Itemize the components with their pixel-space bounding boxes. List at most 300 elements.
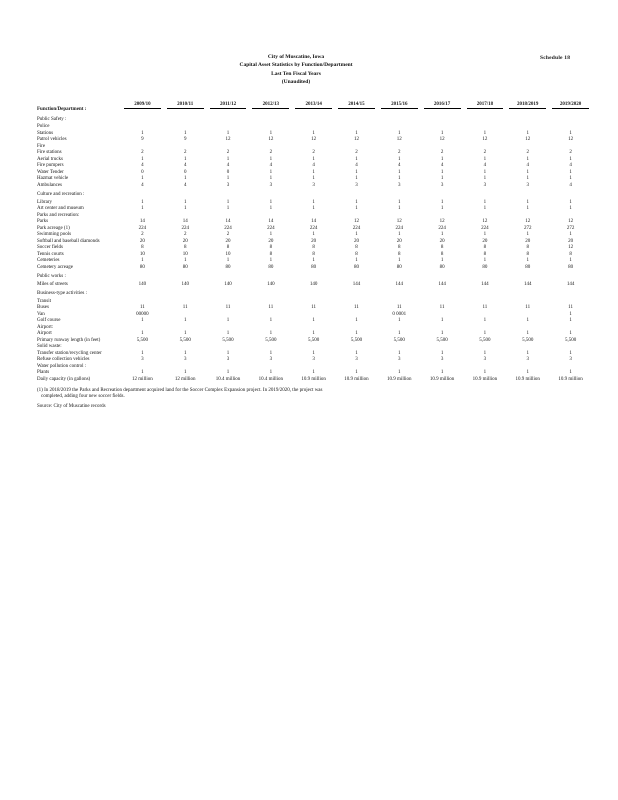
value-cell: 3 (355, 357, 358, 362)
row-label: Cemeteries (37, 258, 60, 263)
value-cell: 1 (269, 199, 273, 205)
value-cell: 4 (183, 182, 187, 188)
value-cell: 5,500 (564, 337, 577, 343)
value-cell: 1 (526, 130, 529, 136)
value-cell: 12 (568, 137, 574, 142)
value-cell: 1 (269, 370, 273, 375)
value-cell: 8 (141, 245, 144, 250)
row-label: Fire pumpers (37, 163, 64, 168)
title-block (0, 53, 592, 86)
value-cell: 224 (438, 225, 446, 231)
value-cell: 1 (526, 169, 529, 175)
value-cell: 1 (440, 169, 444, 175)
value-cell: 1 (226, 258, 230, 263)
value-cell: 144 (481, 281, 489, 287)
value-cell: 1 (483, 350, 487, 356)
value-cell: 1 (312, 176, 315, 181)
year-column-header-label: 2017/18 (467, 102, 504, 109)
value-cell: 1 (569, 370, 572, 375)
value-cell: 1 (355, 232, 358, 237)
row-label: Fire (37, 143, 46, 149)
value-cell: 5,500 (136, 337, 149, 343)
value-cell: 2 (141, 150, 144, 155)
value-cell: 5,500 (222, 337, 234, 343)
value-cell: 9 (141, 137, 144, 142)
row-label: Parks and recreation: (37, 212, 80, 218)
value-cell: 20 (268, 238, 274, 244)
value-cell: 3 (398, 182, 401, 188)
value-cell: 1 (569, 350, 572, 356)
row-label: Patrol vehicles (37, 137, 67, 142)
value-cell: 10 (182, 251, 188, 257)
value-cell: 1 (483, 199, 487, 205)
value-cell: 1 (483, 130, 487, 136)
value-cell: 5,500 (479, 337, 491, 343)
value-cell: 1 (526, 331, 529, 336)
value-cell: 1 (440, 156, 444, 162)
value-cell: 1 (355, 199, 358, 205)
value-cell: 14 (225, 219, 231, 224)
value-cell: 1 (269, 130, 273, 136)
schedule-label: Schedule 18 (540, 55, 571, 61)
value-cell: 8 (526, 251, 529, 257)
value-cell: 1 (569, 206, 572, 211)
table-row (37, 376, 592, 383)
value-cell: 0 0001 (392, 311, 407, 317)
row-label: Hazmat vehicle (37, 176, 69, 181)
value-cell: 1 (226, 199, 230, 205)
value-cell: 2 (569, 150, 572, 155)
value-cell: 224 (481, 225, 489, 231)
value-cell: 1 (226, 318, 230, 323)
title-line: (Unaudited) (281, 78, 311, 85)
value-cell: 1 (141, 206, 144, 211)
row-label: Culture and recreation : (37, 192, 85, 197)
value-cell: 224 (138, 225, 147, 231)
value-cell: 1 (141, 370, 144, 375)
value-cell: 3 (526, 357, 529, 362)
value-cell: 1 (440, 258, 444, 263)
value-cell: 1 (269, 156, 273, 162)
value-cell: 1 (226, 130, 230, 136)
value-cell: 1 (226, 350, 230, 356)
value-cell: 1 (183, 318, 187, 323)
value-cell: 20 (482, 238, 488, 244)
value-cell: 1 (141, 176, 144, 181)
value-cell: 5,500 (522, 337, 534, 343)
value-cell: 224 (309, 225, 318, 231)
value-cell: 2 (526, 150, 529, 155)
value-cell: 1 (398, 318, 401, 323)
value-cell: 1 (398, 350, 401, 356)
value-cell: 80 (225, 264, 231, 270)
value-cell: 11 (396, 305, 402, 310)
value-cell: 1 (312, 331, 315, 336)
year-column-header-label: 2018/2019 (509, 102, 546, 109)
value-cell: 80 (568, 264, 574, 270)
value-cell: 12 (568, 245, 574, 250)
value-cell: 8 (355, 245, 358, 250)
value-cell: 8 (440, 245, 444, 250)
table-row (37, 113, 592, 124)
year-column-header-label: 2012/13 (252, 102, 289, 109)
value-cell: 1 (355, 350, 358, 356)
row-label: Refuse collection vehicles (37, 357, 90, 362)
value-cell: 1 (355, 169, 358, 175)
value-cell: 1 (269, 206, 273, 211)
value-cell: 11 (525, 305, 531, 310)
value-cell: 3 (440, 182, 444, 188)
value-cell: 1 (440, 350, 444, 356)
value-cell: 1 (226, 370, 230, 375)
value-cell: 2 (355, 150, 358, 155)
row-label: Softball and baseball diamonds (37, 238, 100, 244)
value-cell: 80 (311, 264, 317, 270)
table-row (37, 288, 592, 299)
value-cell: 1 (183, 176, 187, 181)
row-label: Buses (37, 305, 49, 310)
value-cell: 1 (569, 199, 572, 205)
value-cell: 4 (141, 182, 144, 188)
value-cell: 272 (566, 225, 575, 231)
title-line: City of Muscatine, Iowa (267, 54, 325, 60)
value-cell: 1 (355, 370, 358, 375)
value-cell: 3 (226, 357, 230, 362)
value-cell: 1 (141, 199, 144, 205)
value-cell: 1 (569, 130, 572, 136)
value-cell: 5,500 (393, 337, 405, 343)
value-cell: 20 (311, 238, 317, 244)
value-cell: 1 (569, 232, 572, 237)
value-cell: 3 (398, 357, 401, 362)
value-cell: 3 (312, 357, 315, 362)
value-cell: 8 (269, 245, 273, 250)
row-label: Swimming pools (37, 232, 72, 237)
row-label: Park acreage (1) (37, 225, 70, 231)
year-column-header (164, 102, 207, 113)
value-cell: 8 (440, 251, 444, 257)
row-label: Airport (37, 331, 52, 336)
value-cell: 1 (269, 350, 273, 356)
value-cell: 80 (353, 264, 359, 270)
value-cell: 8 (183, 245, 187, 250)
value-cell: 4 (569, 163, 572, 168)
row-label: Fire stations (37, 150, 62, 155)
value-cell: 3 (269, 357, 273, 362)
value-cell: 224 (352, 225, 361, 231)
value-cell: 1 (440, 331, 444, 336)
table-row (37, 271, 592, 282)
value-cell: 3 (526, 182, 529, 188)
row-label: Water Tender (37, 169, 64, 175)
value-cell: 2 (398, 150, 401, 155)
value-cell: 3 (141, 357, 144, 362)
value-cell: 1 (440, 318, 444, 323)
year-column-header-label: 2013/14 (295, 102, 332, 109)
value-cell: 2 (483, 150, 487, 155)
year-column-header-label: 2009/10 (124, 102, 161, 109)
row-label: Van (37, 311, 45, 317)
value-cell: 1 (312, 350, 315, 356)
value-cell: 14 (139, 219, 145, 224)
title-line: Capital Asset Statistics by Function/Department (239, 62, 353, 69)
value-cell: 1 (483, 169, 487, 175)
value-cell: 11 (268, 305, 274, 310)
value-cell: 8 (312, 251, 315, 257)
value-cell: 10 (139, 251, 145, 257)
value-cell: 1 (141, 130, 144, 136)
value-cell: 1 (569, 156, 572, 162)
row-label: Water pollution control : (37, 363, 87, 369)
value-cell: 1 (398, 199, 401, 205)
value-cell: 10.9 million (558, 376, 583, 382)
value-cell: 10.9 million (387, 376, 412, 382)
value-cell: 1 (483, 232, 487, 237)
value-cell: 1 (398, 169, 401, 175)
row-label: Transit (37, 298, 51, 304)
value-cell: 1 (183, 130, 187, 136)
value-cell: 1 (226, 176, 230, 181)
row-label: Public Safety : (37, 116, 67, 122)
value-cell: 4 (183, 163, 187, 168)
footnotes (37, 388, 322, 401)
value-cell: 1 (183, 331, 187, 336)
row-label: Solid waste: (37, 344, 62, 349)
value-cell: 80 (182, 264, 188, 270)
value-cell: 1 (355, 331, 358, 336)
year-column-header (378, 102, 421, 113)
value-cell: 10 (225, 251, 231, 257)
value-cell: 1 (183, 258, 187, 263)
value-cell: 140 (224, 281, 232, 287)
row-label: Cemetery acreage (37, 264, 73, 270)
value-cell: 8 (569, 251, 572, 257)
value-cell: 14 (182, 219, 188, 224)
year-column-header-label: 2019/2020 (552, 102, 589, 109)
row-label: Business-type activities : (37, 291, 87, 296)
value-cell: 1 (183, 206, 187, 211)
value-cell: 2 (440, 150, 444, 155)
year-column-header (549, 102, 592, 113)
value-cell: 4 (226, 163, 230, 168)
value-cell: 8 (269, 251, 273, 257)
year-column-header-label: 2015/16 (381, 102, 418, 109)
value-cell: 272 (523, 225, 532, 231)
value-cell: 1 (226, 206, 230, 211)
value-cell: 10.4 million (258, 376, 284, 382)
row-label: Primary runway length (in feet) (37, 337, 101, 343)
value-cell: 1 (526, 176, 529, 181)
value-cell: 8 (398, 251, 401, 257)
value-cell: 8 (355, 251, 358, 257)
value-cell: 224 (267, 225, 275, 231)
value-cell: 20 (396, 238, 402, 244)
value-cell: 11 (182, 305, 188, 310)
value-cell: 1 (355, 176, 358, 181)
value-cell: 5,500 (308, 337, 320, 343)
value-cell: 3 (312, 182, 315, 188)
value-cell: 1 (398, 331, 401, 336)
value-cell: 1 (312, 156, 315, 162)
value-cell: 1 (526, 258, 529, 263)
value-cell: 1 (141, 331, 144, 336)
value-cell: 1 (312, 370, 315, 375)
value-cell: 80 (482, 264, 488, 270)
value-cell: 1 (440, 232, 444, 237)
value-cell: 1 (312, 206, 315, 211)
value-cell: 2 (141, 232, 144, 237)
value-cell: 1 (183, 350, 187, 356)
row-label: Ambulances (37, 182, 62, 188)
row-label: Aerial trucks (37, 156, 63, 162)
value-cell: 14 (311, 219, 317, 224)
value-cell: 11 (139, 305, 145, 310)
value-cell: 12 (482, 219, 488, 224)
row-label: Airport: (37, 324, 54, 330)
row-label: Police (37, 124, 50, 129)
value-cell: 1 (526, 370, 529, 375)
value-cell: 80 (525, 264, 531, 270)
value-cell: 1 (183, 156, 187, 162)
value-cell: 2 (269, 150, 273, 155)
title-line: Last Ten Fiscal Years (271, 70, 321, 77)
value-cell: 8 (483, 251, 487, 257)
value-cell: 1 (269, 318, 273, 323)
row-label: Miles of streets (37, 281, 68, 287)
value-cell: 12 (353, 137, 359, 142)
value-cell: 5,500 (350, 337, 363, 343)
value-cell: 3 (269, 182, 273, 188)
value-cell: 3 (355, 182, 358, 188)
year-column-header (335, 102, 378, 113)
value-cell: 224 (395, 225, 404, 231)
capital-asset-statistics-table (37, 102, 592, 383)
value-cell: 1 (183, 199, 187, 205)
value-cell: 1 (483, 331, 487, 336)
value-cell: 4 (141, 163, 144, 168)
value-cell: 1 (440, 370, 444, 375)
value-cell: 4 (269, 163, 273, 168)
value-cell: 1 (398, 206, 401, 211)
value-cell: 3 (483, 357, 487, 362)
value-cell: 140 (138, 281, 147, 287)
value-cell: 1 (312, 169, 315, 175)
year-column-header-label: 2010/11 (167, 102, 204, 109)
value-cell: 12 (353, 219, 359, 224)
row-label: Public works : (37, 274, 66, 279)
value-cell: 5,500 (436, 337, 448, 343)
row-label: Art center and museum (37, 206, 84, 211)
value-cell: 1 (483, 156, 487, 162)
value-cell: 11 (354, 305, 359, 310)
value-cell: 1 (483, 206, 487, 211)
value-cell: 20 (225, 238, 231, 244)
year-column-header-label: 2011/12 (210, 102, 247, 109)
value-cell: 0 (183, 169, 187, 175)
value-cell: 8 (526, 245, 529, 250)
value-cell: 11 (482, 305, 488, 310)
value-cell: 1 (526, 318, 529, 323)
row-label: Library (37, 199, 52, 205)
value-cell: 1 (141, 350, 144, 356)
value-cell: 1 (483, 176, 487, 181)
value-cell: 12 (482, 137, 488, 142)
value-cell: 1 (398, 232, 401, 237)
value-cell: 20 (439, 238, 445, 244)
row-label: Daily capacity (in gallons) (37, 376, 91, 382)
value-cell: 1 (569, 176, 572, 181)
value-cell: 20 (182, 238, 188, 244)
value-cell: 1 (269, 232, 273, 237)
year-column-header-label: 2014/15 (338, 102, 375, 109)
year-column-header (207, 102, 250, 113)
value-cell: 80 (396, 264, 402, 270)
value-cell: 12 (439, 219, 445, 224)
value-cell: 1 (269, 169, 273, 175)
value-cell: 1 (312, 318, 315, 323)
year-column-header (292, 102, 335, 113)
value-cell: 1 (526, 156, 529, 162)
value-cell: 1 (569, 169, 572, 175)
value-cell: 12 (525, 137, 531, 142)
value-cell: 12 (525, 219, 531, 224)
value-cell: 00000 (136, 311, 149, 317)
row-label: Stations (37, 130, 54, 136)
value-cell: 2 (183, 150, 187, 155)
value-cell: 4 (440, 163, 444, 168)
value-cell: 11 (311, 305, 317, 310)
value-cell: 140 (267, 281, 275, 287)
value-cell: 224 (181, 225, 189, 231)
value-cell: 20 (525, 238, 531, 244)
value-cell: 20 (353, 238, 359, 244)
value-cell: 20 (139, 238, 145, 244)
value-cell: 1 (312, 232, 315, 237)
value-cell: 1 (526, 199, 529, 205)
value-cell: 12 (439, 137, 445, 142)
value-cell: 5,500 (179, 337, 191, 343)
value-cell: 12 (396, 219, 402, 224)
source-line: Source: City of Muscatine records (37, 404, 106, 409)
value-cell: 1 (440, 176, 444, 181)
value-cell: 12 (568, 219, 574, 224)
value-cell: 1 (440, 206, 444, 211)
value-cell: 1 (141, 156, 144, 162)
value-cell: 2 (312, 150, 315, 155)
value-cell: 9 (183, 137, 187, 142)
value-cell: 144 (523, 281, 532, 287)
value-cell: 10.9 million (515, 376, 540, 382)
value-cell: 10.9 million (344, 376, 369, 382)
value-cell: 12 million (174, 376, 196, 382)
value-cell: 3 (183, 357, 187, 362)
value-cell: 1 (483, 258, 487, 263)
footnote-line: (1) In 2018/2019 the Parks and Recreation department acquired land for the Soccer Complex Expansion project. In 2019/2020, the project was (37, 388, 323, 393)
value-cell: 11 (568, 305, 573, 310)
value-cell: 12 (396, 137, 402, 142)
row-label: Soccer fields (37, 245, 63, 250)
row-label: Golf course (37, 318, 61, 323)
value-cell: 10.9 million (472, 376, 498, 382)
value-cell: 10.9 million (429, 376, 455, 382)
year-column-header (249, 102, 292, 113)
row-label: Plants (37, 370, 50, 375)
value-cell: 1 (398, 130, 401, 136)
value-cell: 1 (569, 258, 572, 263)
function-department-header (37, 102, 121, 113)
value-cell: 3 (483, 182, 487, 188)
value-cell: 1 (269, 176, 273, 181)
